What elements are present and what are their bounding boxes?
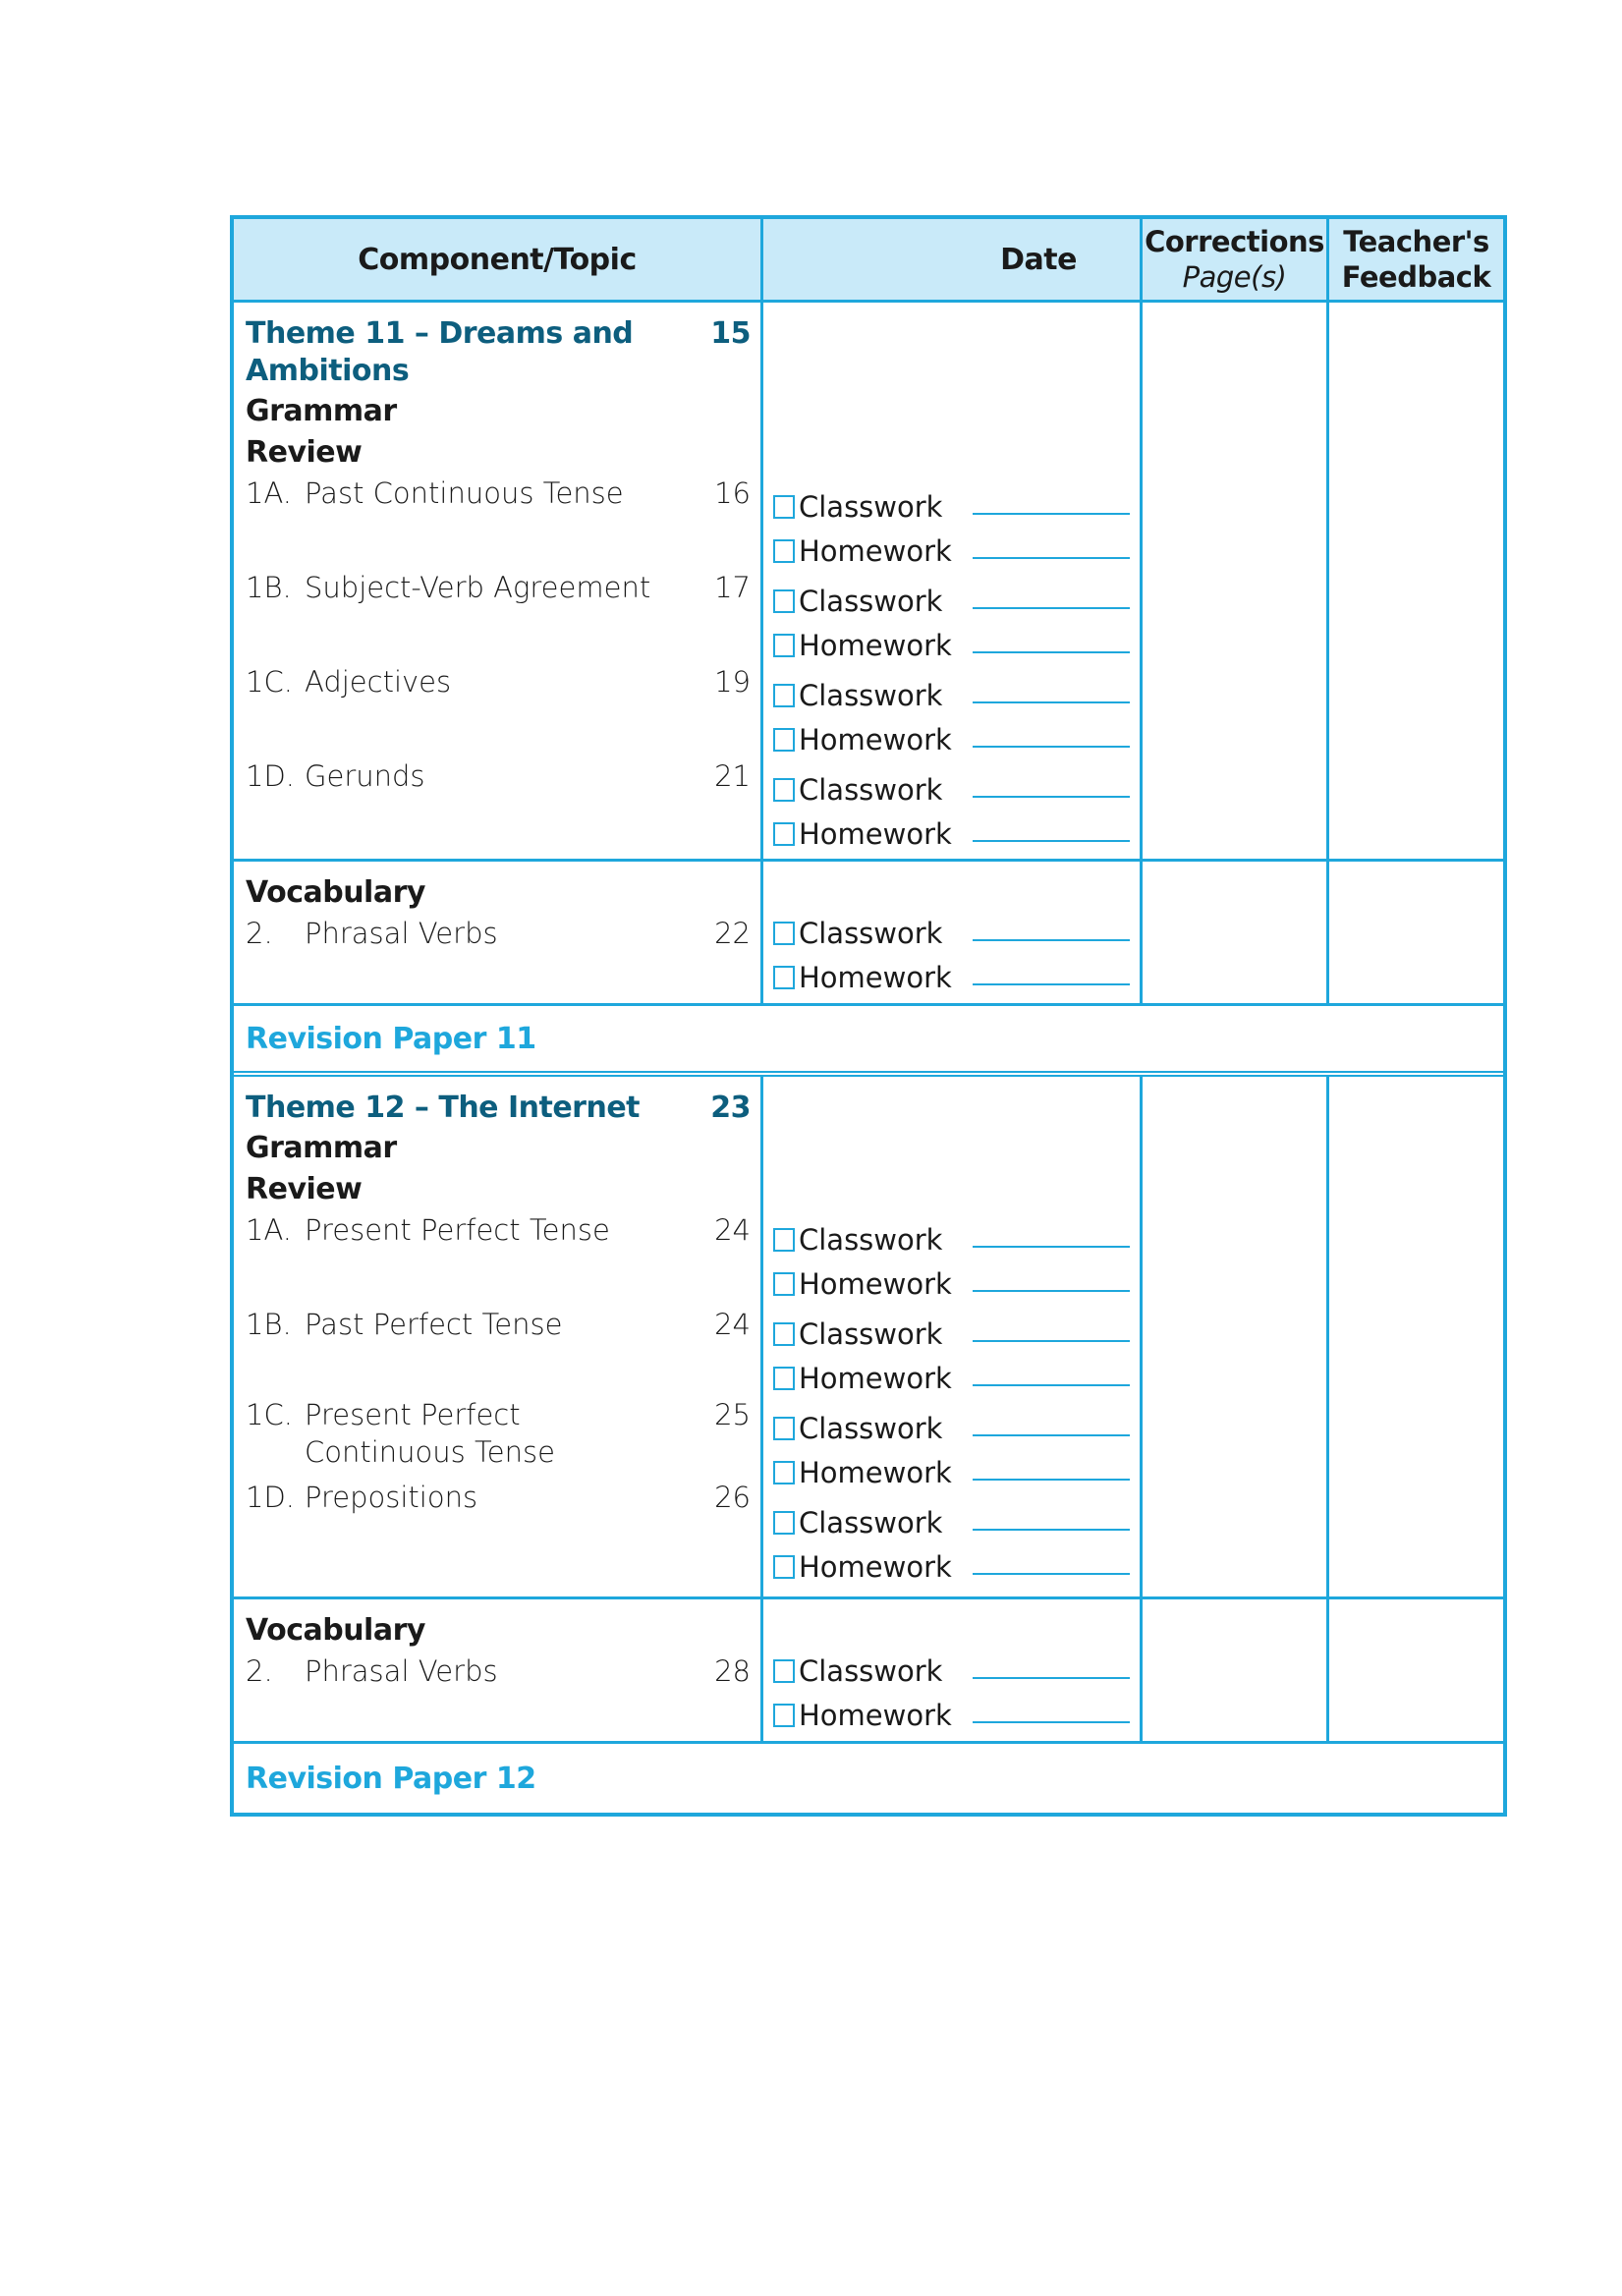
revision-paper-title: Revision Paper 12 bbox=[246, 1761, 536, 1796]
classwork-check[interactable]: Classwork bbox=[773, 1312, 1130, 1356]
theme-page: 23 bbox=[710, 1090, 751, 1125]
header-component-topic: Component/Topic bbox=[234, 219, 763, 300]
date-field[interactable] bbox=[973, 796, 1130, 798]
theme-title: Theme 11 – Dreams and bbox=[246, 315, 634, 351]
date-field[interactable] bbox=[973, 746, 1130, 748]
date-field[interactable] bbox=[973, 1479, 1130, 1481]
review-heading: Review bbox=[246, 1171, 363, 1206]
date-field[interactable] bbox=[973, 1340, 1130, 1342]
review-heading: Review bbox=[246, 434, 363, 470]
classwork-check[interactable]: Classwork bbox=[773, 673, 1130, 717]
topic-item: 2. Phrasal Verbs 28 bbox=[246, 1653, 751, 1688]
homework-check[interactable]: Homework bbox=[773, 529, 1130, 573]
corrections-cell[interactable] bbox=[1143, 1077, 1329, 1596]
revision-paper-12-row bbox=[234, 1744, 1503, 1813]
topic-item: 1A. Present Perfect Tense 24 bbox=[246, 1212, 751, 1247]
revision-paper-title: Revision Paper 11 bbox=[246, 1021, 536, 1056]
checkbox[interactable] bbox=[773, 1322, 795, 1346]
homework-check[interactable]: Homework bbox=[773, 812, 1130, 856]
checkbox[interactable] bbox=[773, 1704, 795, 1727]
checkbox[interactable] bbox=[773, 728, 795, 752]
date-field[interactable] bbox=[973, 607, 1130, 609]
grammar-heading: Grammar bbox=[246, 394, 397, 428]
checkbox[interactable] bbox=[773, 922, 795, 945]
revision-paper-11-row bbox=[234, 1006, 1503, 1077]
date-field[interactable] bbox=[973, 1573, 1130, 1575]
date-field[interactable] bbox=[973, 651, 1130, 653]
theme-12-grammar-row: Theme 12 – The Internet 23 Grammar Review 1A. Present Perfect Tense 24 1B. Past Perfect Tense 24 1C. Present Perfect 25 Continuous Tense 1D. Prepositions 26 Classwork Homework Classwork Homework Classwork Homework Classwork Homework bbox=[234, 1077, 1503, 1599]
theme-title-cont: Ambitions bbox=[246, 353, 410, 388]
theme-11-dates bbox=[763, 303, 1143, 859]
topic-item: 1B. Past Perfect Tense 24 bbox=[246, 1307, 751, 1341]
topic-item: 2. Phrasal Verbs 22 bbox=[246, 916, 751, 950]
corrections-cell[interactable] bbox=[1143, 862, 1329, 1003]
checkbox[interactable] bbox=[773, 966, 795, 989]
feedback-cell[interactable] bbox=[1329, 1077, 1503, 1596]
vocabulary-heading: Vocabulary bbox=[246, 874, 425, 910]
feedback-cell[interactable] bbox=[1329, 303, 1503, 859]
homework-check[interactable]: Homework bbox=[773, 1693, 1130, 1737]
topic-item: 1C. Adjectives 19 bbox=[246, 664, 751, 699]
checkbox[interactable] bbox=[773, 1367, 795, 1390]
theme-11-vocab-row bbox=[234, 862, 1503, 1006]
homework-check[interactable]: Homework bbox=[773, 1450, 1130, 1494]
classwork-check[interactable]: Classwork bbox=[773, 579, 1130, 623]
topic-item: 1D. Gerunds 21 bbox=[246, 758, 751, 793]
checkbox[interactable] bbox=[773, 1228, 795, 1252]
topic-item: 1C. Present Perfect 25 bbox=[246, 1398, 751, 1431]
date-field[interactable] bbox=[973, 939, 1130, 941]
checkbox[interactable] bbox=[773, 684, 795, 707]
date-field[interactable] bbox=[973, 557, 1130, 559]
homework-check[interactable]: Homework bbox=[773, 1261, 1130, 1306]
checkbox[interactable] bbox=[773, 822, 795, 846]
homework-check[interactable]: Homework bbox=[773, 1544, 1130, 1589]
classwork-check[interactable]: Classwork bbox=[773, 1406, 1130, 1450]
homework-check[interactable]: Homework bbox=[773, 623, 1130, 667]
date-field[interactable] bbox=[973, 701, 1130, 703]
classwork-check[interactable]: Classwork bbox=[773, 1649, 1130, 1693]
classwork-check[interactable]: Classwork bbox=[773, 767, 1130, 812]
date-field[interactable] bbox=[973, 840, 1130, 842]
date-field[interactable] bbox=[973, 1434, 1130, 1436]
checkbox[interactable] bbox=[773, 1272, 795, 1296]
topic-item: 1D. Prepositions 26 bbox=[246, 1480, 751, 1514]
checkbox[interactable] bbox=[773, 778, 795, 802]
feedback-cell[interactable] bbox=[1329, 862, 1503, 1003]
classwork-check[interactable]: Classwork bbox=[773, 1217, 1130, 1261]
classwork-check[interactable]: Classwork bbox=[773, 911, 1130, 955]
topic-item: 1B. Subject-Verb Agreement 17 bbox=[246, 570, 751, 604]
corrections-cell[interactable] bbox=[1143, 303, 1329, 859]
corrections-cell[interactable] bbox=[1143, 1599, 1329, 1741]
checkbox[interactable] bbox=[773, 1417, 795, 1440]
date-field[interactable] bbox=[973, 1529, 1130, 1531]
theme-12-vocab-row bbox=[234, 1599, 1503, 1744]
checkbox[interactable] bbox=[773, 1659, 795, 1683]
checkbox[interactable] bbox=[773, 634, 795, 657]
grammar-heading: Grammar bbox=[246, 1131, 397, 1165]
date-field[interactable] bbox=[973, 1384, 1130, 1386]
date-field[interactable] bbox=[973, 1721, 1130, 1723]
theme-title: Theme 12 – The Internet bbox=[246, 1090, 641, 1125]
checkbox[interactable] bbox=[773, 539, 795, 563]
checkbox[interactable] bbox=[773, 1511, 795, 1535]
table-header bbox=[234, 219, 1503, 303]
checkbox[interactable] bbox=[773, 495, 795, 519]
homework-check[interactable]: Homework bbox=[773, 955, 1130, 999]
date-field[interactable] bbox=[973, 1677, 1130, 1679]
progress-table bbox=[230, 215, 1507, 1817]
date-field[interactable] bbox=[973, 513, 1130, 515]
header-teacher-feedback: Teacher's Feedback bbox=[1341, 225, 1491, 294]
homework-check[interactable]: Homework bbox=[773, 717, 1130, 761]
classwork-check[interactable]: Classwork bbox=[773, 484, 1130, 529]
topic-item: 1A. Past Continuous Tense 16 bbox=[246, 476, 751, 510]
checkbox[interactable] bbox=[773, 1461, 795, 1484]
theme-11-grammar-row bbox=[234, 303, 1503, 862]
homework-check[interactable]: Homework bbox=[773, 1356, 1130, 1400]
date-field[interactable] bbox=[973, 983, 1130, 985]
feedback-cell[interactable] bbox=[1329, 1599, 1503, 1741]
classwork-check[interactable]: Classwork bbox=[773, 1500, 1130, 1544]
vocabulary-heading: Vocabulary bbox=[246, 1612, 425, 1648]
date-field[interactable] bbox=[973, 1290, 1130, 1292]
header-corrections: Corrections Page(s) bbox=[1143, 219, 1329, 300]
checkbox[interactable] bbox=[773, 1555, 795, 1579]
header-date: Date bbox=[763, 219, 1143, 300]
theme-11-topics bbox=[234, 303, 763, 859]
theme-page: 15 bbox=[710, 315, 751, 351]
date-field[interactable] bbox=[973, 1246, 1130, 1248]
checkbox[interactable] bbox=[773, 589, 795, 613]
